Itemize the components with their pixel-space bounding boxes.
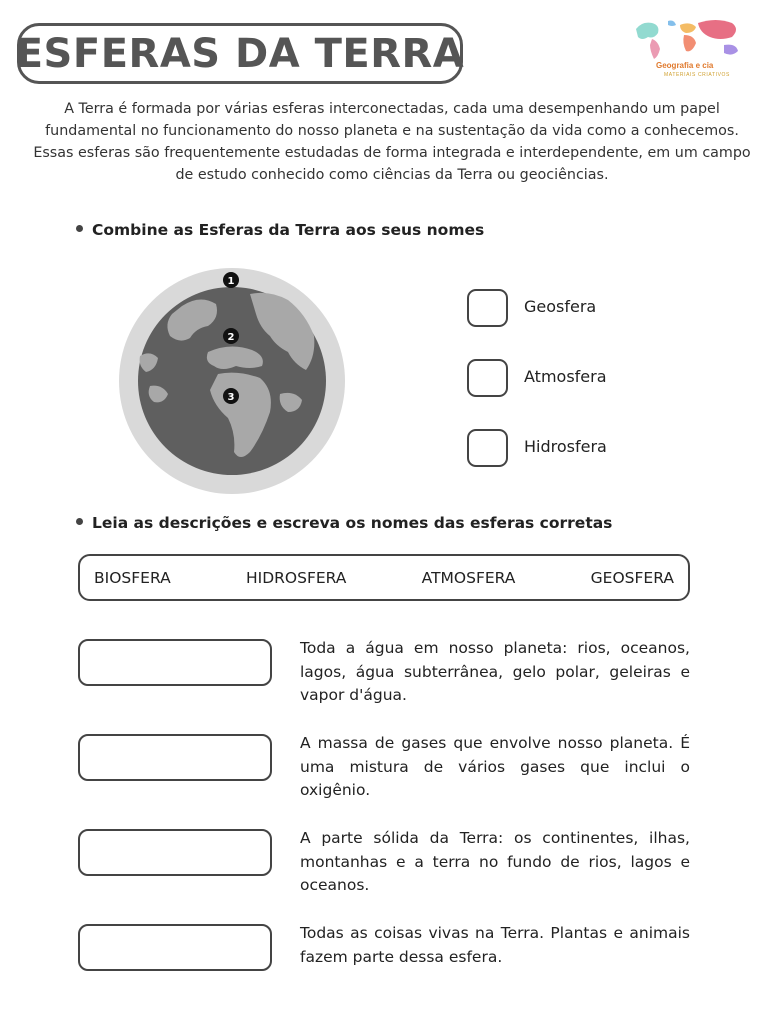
brand-logo (628, 15, 756, 85)
globe-marker-1-label: 1 (227, 276, 235, 287)
description-3: A parte sólida da Terra: os continentes, ilhas, montanhas e a terra no fundo de rios, lagos e oceanos. (300, 829, 690, 894)
section-heading-match (76, 221, 484, 239)
match-box-geosfera[interactable] (467, 289, 508, 327)
answer-box-2[interactable] (78, 734, 272, 781)
description-2: A massa de gases que envolve nosso planeta. É uma mistura de vários gases que inclui o oxigênio. (300, 734, 690, 799)
match-box-atmosfera[interactable] (467, 359, 508, 397)
earth-globe-illustration (110, 266, 356, 496)
page-title: ESFERAS DA TERRA (15, 30, 465, 77)
globe-marker-3-label: 3 (227, 392, 235, 403)
option-label-geosfera: Geosfera (524, 297, 597, 316)
word-bank (78, 554, 690, 601)
word-bank-item: HIDROSFERA (245, 568, 347, 587)
world-map-icon (628, 15, 756, 63)
match-box-hidrosfera[interactable] (467, 429, 508, 467)
answer-box-3[interactable] (78, 829, 272, 876)
word-bank-item: ATMOSFERA (421, 568, 516, 587)
description-1: Toda a água em nosso planeta: rios, oceanos, lagos, água subterrânea, gelo polar, geleiras e vapor d'água. (300, 639, 690, 704)
globe-marker-2 (223, 328, 239, 344)
word-bank-item: GEOSFERA (590, 568, 674, 587)
page-title-box (17, 23, 463, 84)
section-heading-match-text: Combine as Esferas da Terra aos seus nomes (92, 221, 485, 239)
bullet-icon (76, 518, 83, 525)
section-heading-descriptions-text: Leia as descrições e escreva os nomes das esferas corretas (92, 514, 613, 532)
globe-marker-3 (223, 388, 239, 404)
globe-marker-1 (223, 272, 239, 288)
section-heading-descriptions (76, 514, 612, 532)
bullet-icon (76, 225, 83, 232)
answer-box-1[interactable] (78, 639, 272, 686)
logo-text: Geografia e cia (656, 61, 714, 70)
logo-subtext: MATERIAIS CRIATIVOS (664, 72, 730, 78)
word-bank-item: BIOSFERA (94, 568, 171, 587)
option-label-hidrosfera: Hidrosfera (524, 437, 607, 456)
description-4: Todas as coisas vivas na Terra. Plantas e animais fazem parte dessa esfera. (300, 924, 690, 966)
option-label-atmosfera: Atmosfera (524, 367, 607, 386)
globe-marker-2-label: 2 (227, 332, 235, 343)
answer-box-4[interactable] (78, 924, 272, 971)
intro-paragraph: A Terra é formada por várias esferas interconectadas, cada uma desempenhando um papel fundamental no funcionamento do nosso planeta e na sustentação da vida como a conhecemos. Essas esferas são frequentemente estudadas de forma integrada e interdependente, em um campo de estudo conhecido como ciências da Terra ou geociências. (33, 101, 751, 183)
